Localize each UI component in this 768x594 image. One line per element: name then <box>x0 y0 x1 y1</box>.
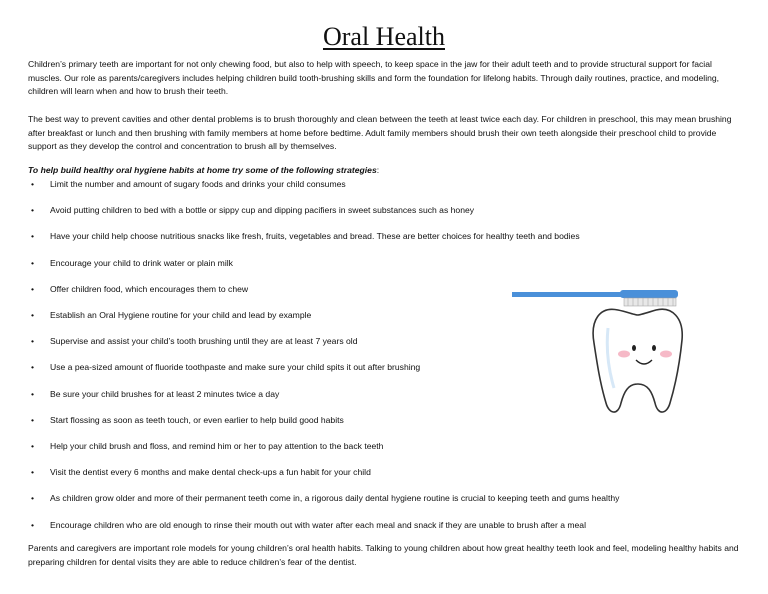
strategies-heading-text: To help build healthy oral hygiene habits at home try some of the following strategies <box>28 165 377 175</box>
strategy-text: Have your child help choose nutritious snacks like fresh, fruits, vegetables and bread. These are better choices for healthy teeth and bodies <box>50 231 580 242</box>
strategy-text: Supervise and assist your child’s tooth brushing until they are at least 7 years old <box>50 336 358 347</box>
bullet-icon: • <box>31 231 35 242</box>
strategy-text: Be sure your child brushes for at least 2 minutes twice a day <box>50 388 280 399</box>
bullet-icon: • <box>31 388 35 399</box>
strategies-heading <box>28 164 628 176</box>
bullet-icon: • <box>31 283 35 294</box>
strategy-text: Use a pea-sized amount of fluoride toothpaste and make sure your child spits it out after brushing <box>50 362 421 373</box>
bullet-icon: • <box>31 519 35 530</box>
bullet-icon: • <box>31 414 35 425</box>
bullet-icon: • <box>31 441 35 451</box>
bullet-icon: • <box>31 205 35 216</box>
bullet-icon: • <box>31 362 35 373</box>
toothbrush-head <box>620 290 678 298</box>
strategy-text: Offer children food, which encourages them to chew <box>50 283 249 294</box>
bullet-icon: • <box>31 257 35 268</box>
intro-paragraph: Children’s primary teeth are important for not only chewing food, but also to help with speech, to keep space in the jaw for their adult teeth and to provide structural support for facial muscles. Our role as parents/caregivers includes helping children build tooth-brushing skills and form the foundation for lifelong habits. Through daily routines, practice, and modeling, children will learn when and how to brush their teeth. <box>28 59 720 97</box>
strategy-text: Encourage children who are old enough to rinse their mouth out with water after each meal and snack if they are unable to brush after a meal <box>50 519 586 530</box>
page-title: Oral Health <box>322 22 445 51</box>
strategy-text: Avoid putting children to bed with a bottle or sippy cup and dipping pacifiers in sweet substances such as honey <box>50 205 475 216</box>
right-eye <box>652 345 656 351</box>
closing-paragraph: Parents and caregivers are important role models for young children’s oral health habits. Talking to young children about how great healthy teeth look and feel, modeling healthy habits and preparing children for dental visits they are able to reduce children’s fear of the dentist. <box>28 543 739 567</box>
strategy-text: Establish an Oral Hygiene routine for your child and lead by example <box>50 310 312 320</box>
left-cheek <box>618 351 630 358</box>
bullet-icon: • <box>31 336 35 347</box>
bullet-icon: • <box>31 179 35 189</box>
strategy-text: Start flossing as soon as teeth touch, or even earlier to help build good habits <box>50 414 344 425</box>
toothbrush-handle <box>512 292 624 297</box>
bullet-icon: • <box>31 493 35 504</box>
strategy-text: Help your child brush and floss, and remind him or her to pay attention to the back teeth <box>50 441 384 451</box>
prevention-paragraph: The best way to prevent cavities and other dental problems is to brush thoroughly and clean between the teeth at least twice each day. For children in preschool, this may mean brushing after breakfast or lunch and then brushing with family members at home before bedtime. Adult family members should brush their own teeth alongside their preschool child to provide support as they develop the control and concentration to brush all by themselves. <box>28 114 732 152</box>
bullet-icon: • <box>31 467 35 478</box>
strategy-text: Encourage your child to drink water or plain milk <box>50 257 233 268</box>
strategy-text: As children grow older and more of their permanent teeth come in, a rigorous daily dental hygiene routine is crucial to keeping teeth and gums healthy <box>50 493 620 504</box>
right-cheek <box>660 351 672 358</box>
smiling-tooth-with-toothbrush-icon <box>508 288 688 428</box>
bullet-icon: • <box>31 310 35 320</box>
strategy-text: Limit the number and amount of sugary foods and drinks your child consumes <box>50 179 346 189</box>
left-eye <box>632 345 636 351</box>
toothbrush-bristles <box>624 298 676 306</box>
strategy-text: Visit the dentist every 6 months and make dental check-ups a fun habit for your child <box>50 467 371 478</box>
strategies-heading-colon: : <box>376 165 380 175</box>
